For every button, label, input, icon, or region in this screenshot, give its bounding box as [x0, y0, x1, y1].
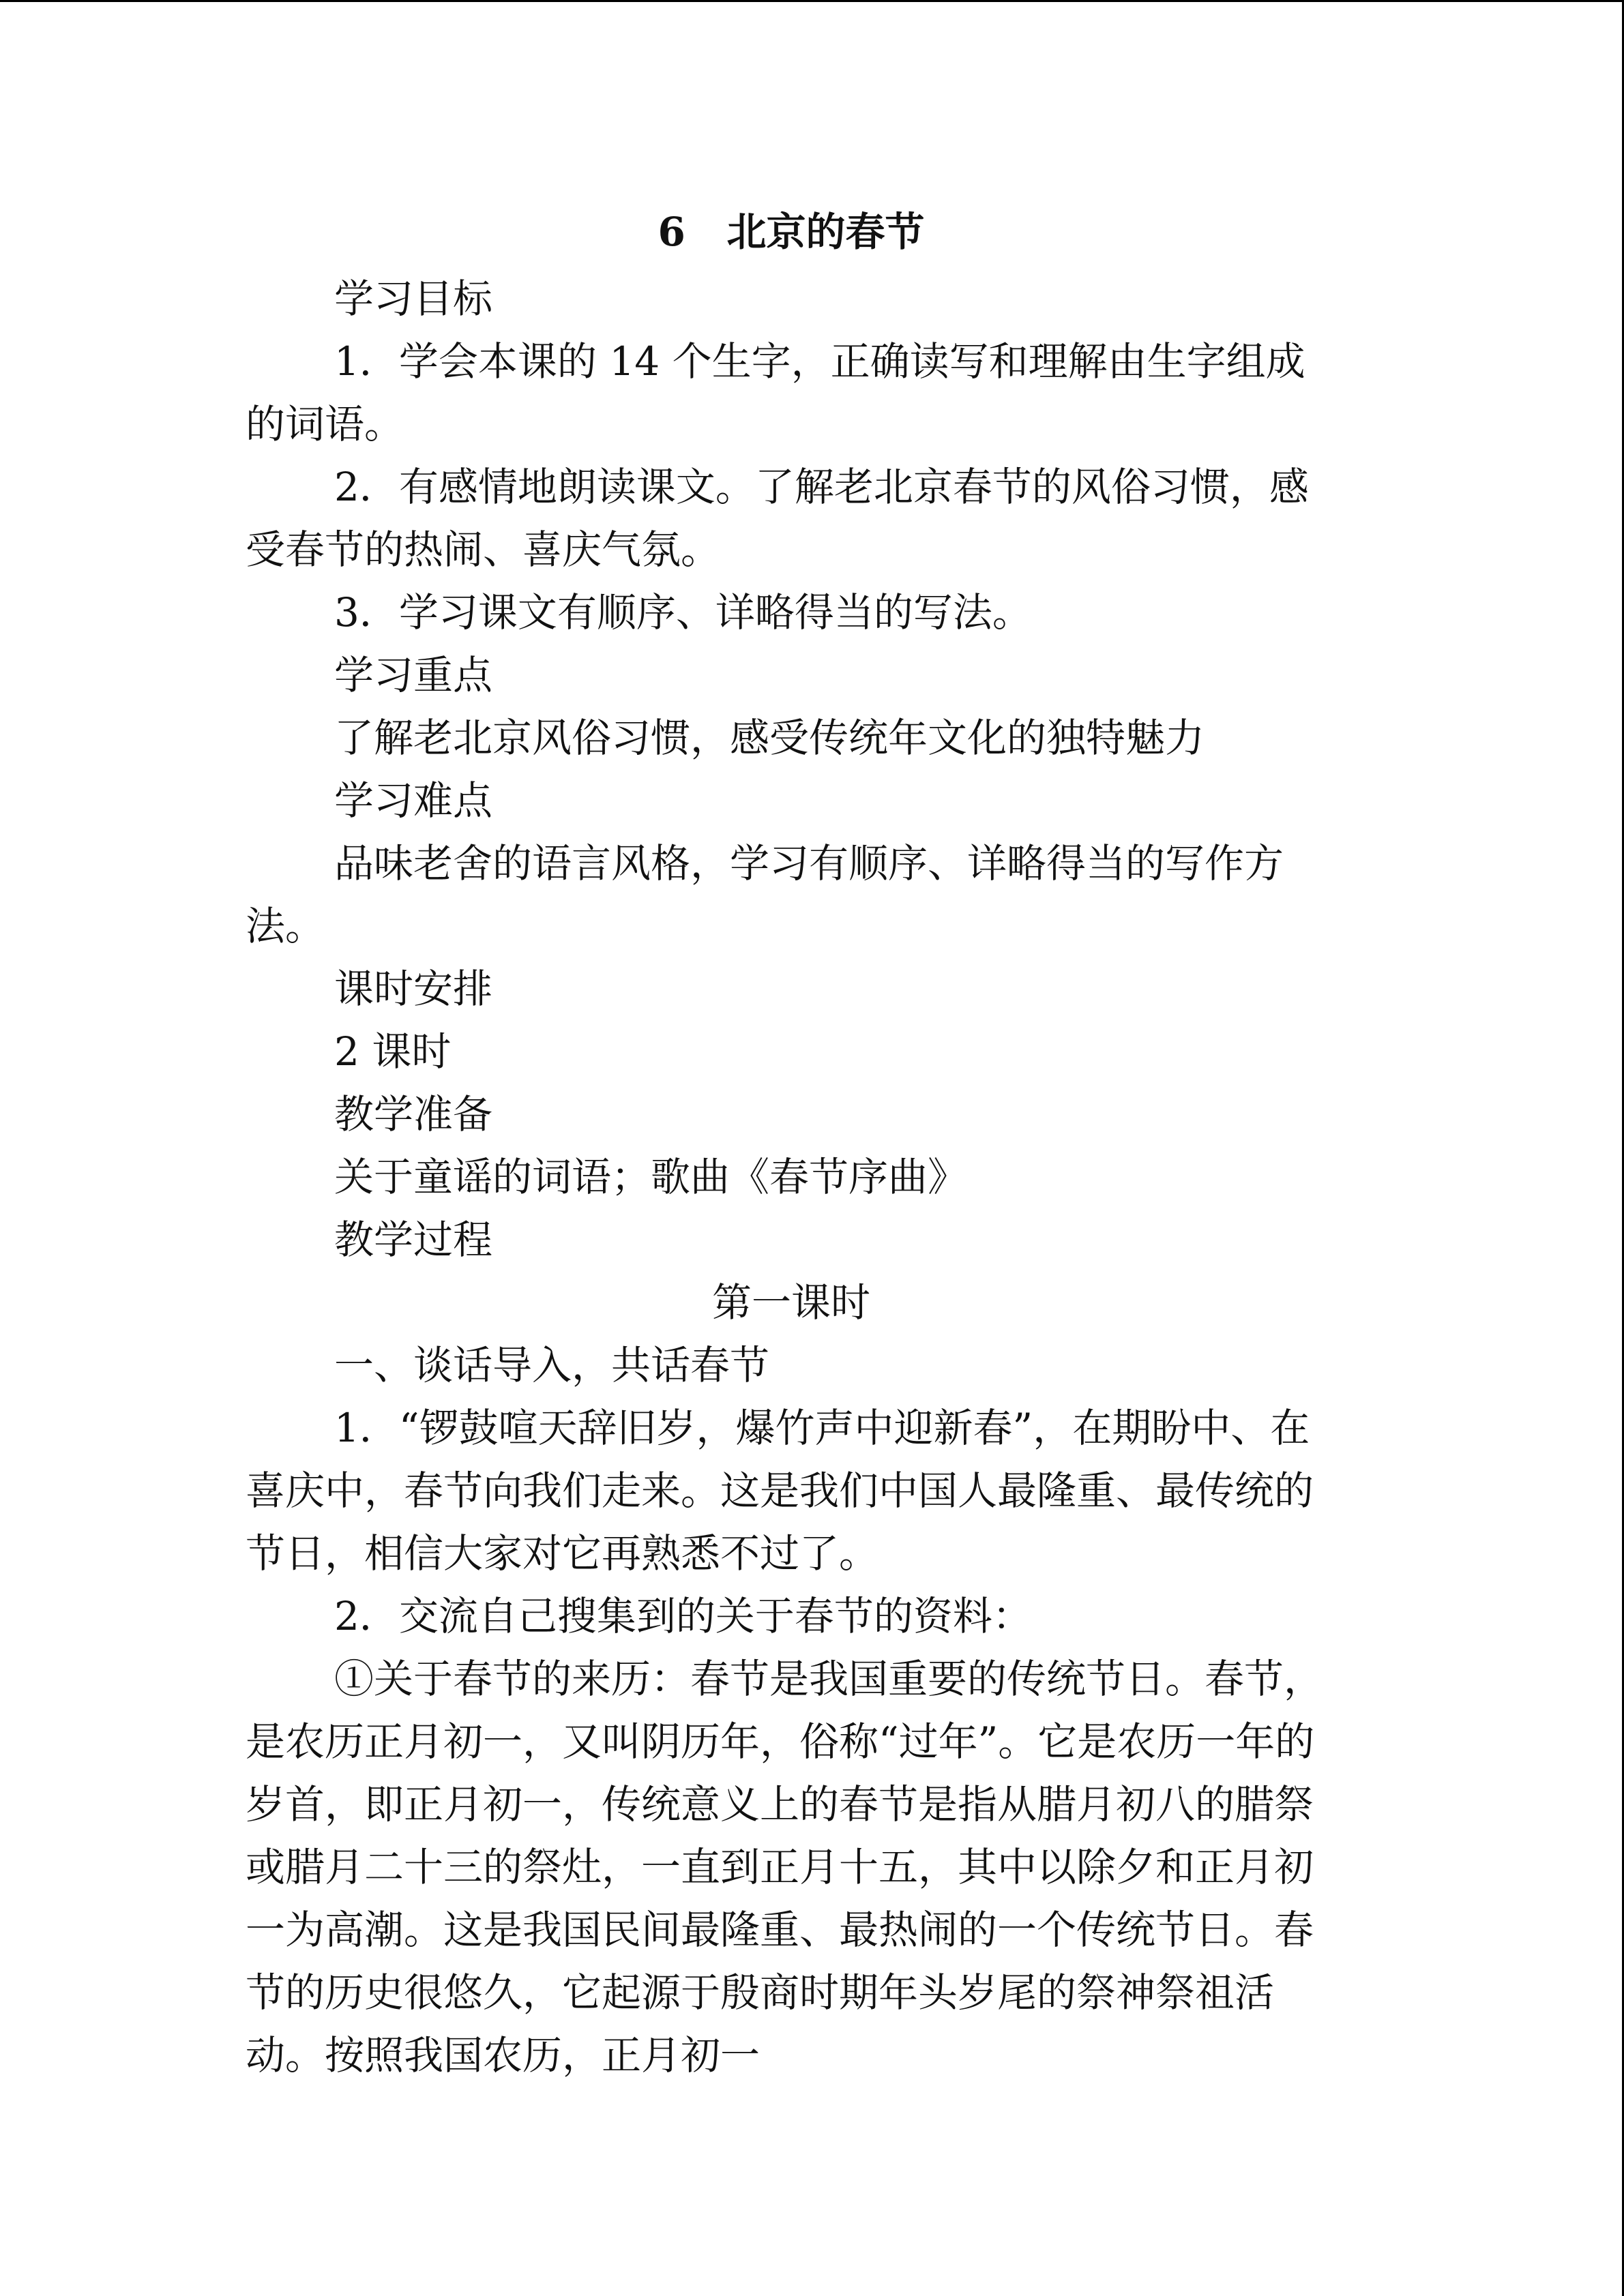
lesson-heading: 第一课时	[711, 1279, 870, 1326]
step-paragraph-1: 1．“锣鼓喧天辞旧岁，爆竹声中迎新春”，在期盼中、在喜庆中，春节向我们走来。这是我们中国人最隆重、最传统的节日，相信大家对它再熟悉不过了。	[246, 1405, 1314, 1577]
schedule-text: 2 课时	[334, 1028, 452, 1075]
section-heading-preparation: 教学准备	[334, 1091, 493, 1137]
section-heading-key-points: 学习重点	[334, 652, 493, 698]
step-heading-1: 一、谈话导入，共话春节	[334, 1342, 770, 1388]
page-border-top	[0, 0, 1624, 2]
document-body	[246, 205, 1337, 2087]
section-heading-process: 教学过程	[334, 1217, 493, 1263]
section-heading-difficulties: 学习难点	[334, 777, 493, 824]
objective-2: 2．有感情地朗读课文。了解老北京春节的风俗习惯，感受春节的热闹、喜庆气氛。	[246, 464, 1309, 573]
section-heading-objectives: 学习目标	[334, 275, 493, 322]
objective-3: 3．学习课文有顺序、详略得当的写法。	[334, 589, 1032, 636]
preparation-text: 关于童谣的词语；歌曲《春节序曲》	[334, 1154, 968, 1200]
page-title: 6 北京的春节	[658, 209, 925, 255]
objective-1: 1．学会本课的 14 个生字，正确读写和理解由生字组成的词语。	[246, 338, 1305, 447]
difficulties-text: 品味老舍的语言风格，学习有顺序、详略得当的写作方法。	[246, 840, 1284, 949]
key-points-text: 了解老北京风俗习惯，感受传统年文化的独特魅力	[334, 715, 1205, 761]
section-heading-schedule: 课时安排	[334, 966, 493, 1012]
step-paragraph-2: 2．交流自己搜集到的关于春节的资料：	[334, 1593, 1032, 1639]
step-paragraph-3: ①关于春节的来历：春节是我国重要的传统节日。春节，是农历正月初一，又叫阴历年，俗称“过年”。它是农历一年的岁首，即正月初一，传统意义上的春节是指从腊月初八的腊祭或腊月二十三的祭灶，一直到正月十五，其中以除夕和正月初一为高潮。这是我国民间最隆重、最热闹的一个传统节日。春节的历史很悠久，它起源于殷商时期年头岁尾的祭神祭祖活动。按照我国农历，正月初一	[246, 1656, 1324, 2078]
